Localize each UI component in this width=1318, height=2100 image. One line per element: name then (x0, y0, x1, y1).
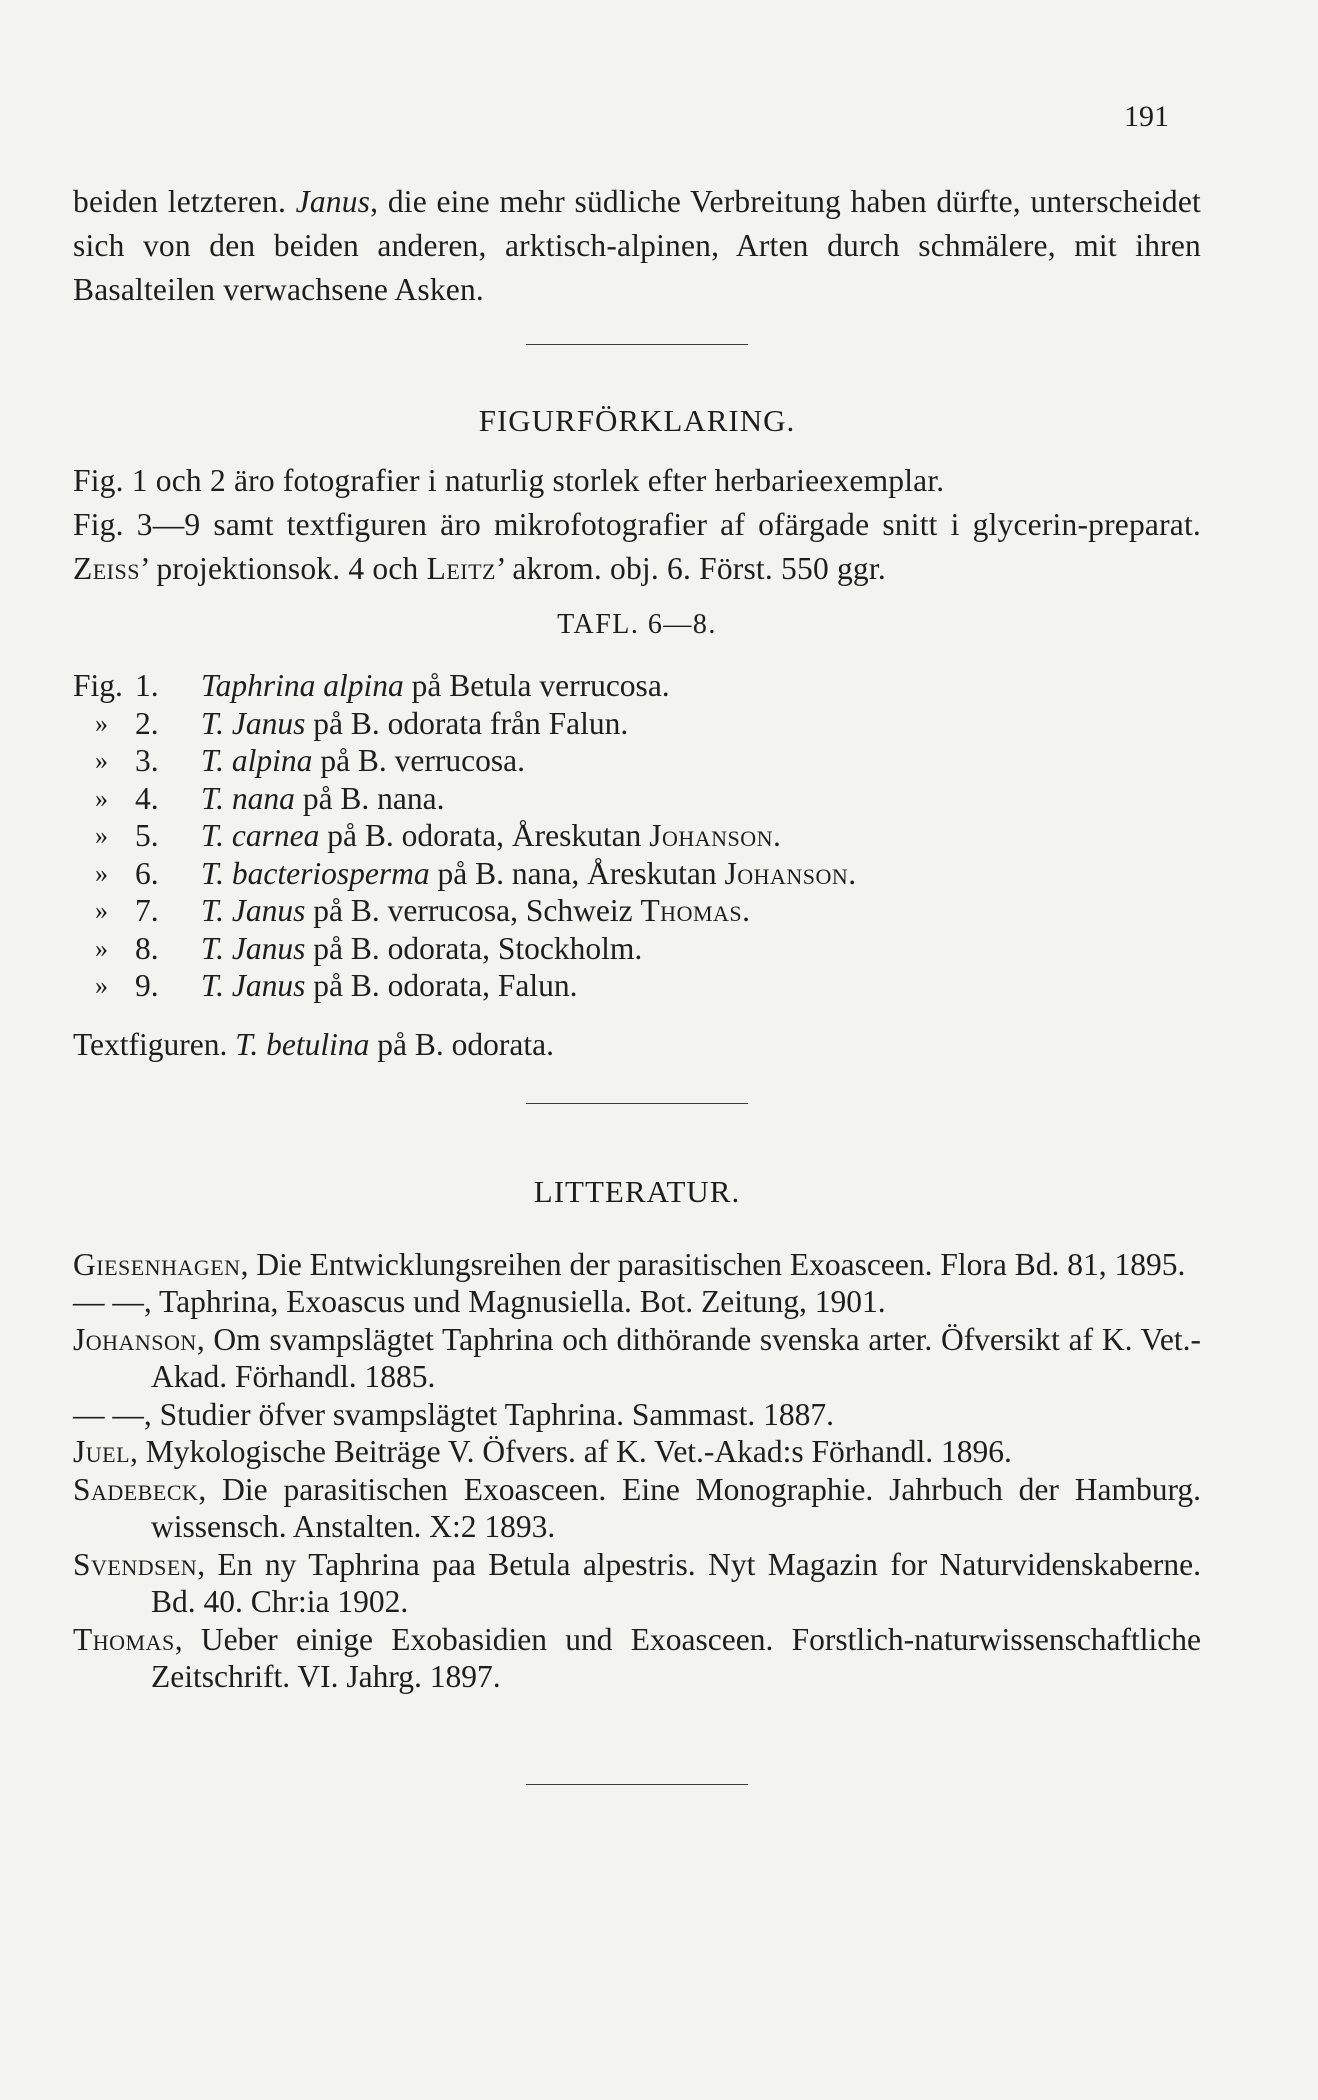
figure-prefix: » (95, 971, 108, 1000)
reference-text: , En ny Taphrina paa Betula alpestris. Nyt Magazin for Naturvidenskaberne. Bd. 40. Chr:ia 1902. (151, 1546, 1201, 1619)
figure-row (73, 892, 1201, 930)
figure-caption (201, 967, 1201, 1005)
reference-text: , Taphrina, Exoascus und Magnusiella. Bot. Zeitung, 1901. (143, 1284, 886, 1319)
reference-author: Juel (73, 1434, 131, 1469)
reference-item (73, 1546, 1201, 1621)
textfigure-label: Textfiguren. (73, 1026, 236, 1062)
section-divider (526, 344, 748, 345)
figure-explanation-line2-a: Fig. 3—9 samt textfiguren äro mikrofotografier af ofärgade snitt i glycerin-preparat. (73, 507, 1201, 542)
reference-item (73, 1471, 1201, 1546)
reference-author: Johanson (73, 1321, 197, 1357)
figure-prefix: » (95, 783, 108, 813)
figure-prefix: » (95, 933, 108, 963)
figure-explanation-line1-text: Fig. 1 och 2 äro fotografier i naturlig storlek efter herbarieexemplar. (73, 463, 945, 498)
figure-caption-rest: på B. odorata från Falun. (305, 705, 629, 741)
figure-number: 8. (135, 930, 159, 966)
intro-text-a: beiden letzteren. (73, 184, 296, 219)
figure-row (73, 855, 1201, 893)
figure-row (73, 667, 1201, 705)
figure-row (73, 967, 1201, 1005)
zeiss-name: Zeiss (73, 551, 140, 586)
figure-prefix: » (95, 896, 108, 925)
reference-author: — — (73, 1396, 144, 1432)
figure-caption-rest: på B. odorata, Stockholm. (305, 930, 643, 966)
reference-item (73, 1283, 1201, 1321)
intro-text-c: , die eine mehr südliche Verbreitung haben dürfte, unterscheidet sich von den beiden anderen, arktisch-alpinen, Arten durch schmälere, mit ihren Basalteilen verwachsene Asken. (73, 184, 1201, 307)
reference-item (73, 1246, 1201, 1284)
literature-heading: LITTERATUR. (533, 1173, 741, 1209)
figure-number: 6. (135, 855, 159, 891)
figure-species: T. Janus (201, 968, 306, 1003)
reference-text: , Ueber einige Exobasidien und Exoasceen. Forstlich-naturwissenschaftliche Zeitschrift. VI. Jahrg. 1897. (151, 1621, 1201, 1694)
section-divider (526, 1103, 748, 1104)
figure-collector: Thomas. (640, 893, 751, 928)
figure-caption (201, 892, 1201, 930)
figure-prefix: » (95, 858, 108, 888)
figure-caption-rest: på B. odorata, Åreskutan (319, 818, 650, 853)
page (73, 100, 1201, 1785)
figure-collector: Johanson. (649, 818, 782, 853)
textfigure-species: T. betulina (235, 1026, 370, 1062)
figure-number: 7. (135, 893, 159, 928)
figure-species: T. carnea (201, 818, 320, 853)
figure-number: 9. (135, 968, 159, 1003)
figure-prefix: » (95, 821, 108, 850)
figure-caption-rest: på B. verrucosa. (312, 743, 525, 778)
figure-caption (201, 705, 1201, 743)
figure-species: Taphrina alpina (201, 668, 404, 703)
figure-row (73, 780, 1201, 818)
figure-species: T. bacteriosperma (201, 855, 430, 891)
plates-heading: TAFL. 6—8. (557, 609, 717, 640)
figure-caption-rest: på B. nana. (294, 780, 445, 816)
reference-list (73, 1246, 1201, 1696)
figure-prefix: Fig. (73, 668, 123, 703)
figure-caption (201, 780, 1201, 818)
figure-number: 2. (135, 705, 159, 741)
figure-row (73, 705, 1201, 743)
reference-author: Svendsen (73, 1546, 198, 1582)
reference-text: , Studier öfver svampslägtet Taphrina. Sammast. 1887. (143, 1396, 834, 1432)
figure-row (73, 742, 1201, 780)
reference-author: Giesenhagen (73, 1246, 241, 1282)
figure-explanation-heading: FIGURFÖRKLARING. (478, 403, 796, 438)
intro-species-janus: Janus (295, 184, 371, 219)
figure-caption-rest: på B. odorata, Falun. (305, 968, 578, 1003)
figure-species: T. nana (201, 780, 295, 816)
figure-number: 5. (135, 818, 159, 853)
intro-paragraph (73, 180, 1201, 312)
figure-explanation-line2 (73, 503, 1201, 591)
figure-caption (201, 667, 1201, 705)
figure-list (73, 667, 1201, 1005)
figure-caption-rest: på B. nana, Åreskutan (429, 855, 725, 891)
figure-prefix: » (95, 708, 108, 738)
figure-collector: Johanson. (724, 855, 857, 891)
figure-row (73, 817, 1201, 855)
reference-text: , Om svampslägtet Taphrina och dithörande svenska arter. Öfversikt af K. Vet.-Akad. Förhandl. 1885. (151, 1321, 1201, 1394)
figure-number: 3. (135, 743, 159, 778)
figure-species: T. Janus (201, 705, 306, 741)
figure-caption (201, 817, 1201, 855)
reference-item (73, 1321, 1201, 1396)
reference-item (73, 1396, 1201, 1434)
textfigure-rest: på B. odorata. (369, 1026, 554, 1062)
reference-author: Thomas (73, 1621, 175, 1657)
figure-caption (201, 742, 1201, 780)
reference-text: , Die Entwicklungsreihen der parasitischen Exoasceen. Flora Bd. 81, 1895. (240, 1246, 1186, 1282)
figure-caption (201, 855, 1201, 893)
leitz-name: Leitz (426, 551, 496, 586)
figure-row (73, 930, 1201, 968)
end-divider (526, 1784, 748, 1785)
reference-item (73, 1433, 1201, 1471)
figure-prefix: » (95, 746, 108, 775)
reference-text: , Mykologische Beiträge V. Öfvers. af K. Vet.-Akad:s Förhandl. 1896. (130, 1434, 1012, 1469)
figure-number: 1. (135, 668, 159, 703)
figure-number: 4. (135, 780, 159, 816)
figure-caption-rest: på B. verrucosa, Schweiz (305, 893, 641, 928)
figure-explanation-line2-b: ’ projektionsok. 4 och (139, 551, 427, 586)
reference-author: — — (73, 1284, 144, 1319)
figure-caption (201, 930, 1201, 968)
page-number: 191 (1124, 100, 1169, 133)
figure-explanation-line1 (73, 459, 1201, 503)
figure-species: T. alpina (201, 743, 313, 778)
reference-text: , Die parasitischen Exoasceen. Eine Monographie. Jahrbuch der Hamburg. wissensch. Anstalten. X:2 1893. (151, 1471, 1201, 1544)
reference-author: Sadebeck (73, 1471, 199, 1507)
figure-species: T. Janus (201, 893, 306, 928)
figure-explanation-line2-c: ’ akrom. obj. 6. Först. 550 ggr. (495, 551, 886, 586)
figure-species: T. Janus (201, 930, 306, 966)
reference-item (73, 1621, 1201, 1696)
figure-caption-rest: på Betula verrucosa. (403, 668, 670, 703)
textfigure-caption (73, 1023, 1201, 1067)
